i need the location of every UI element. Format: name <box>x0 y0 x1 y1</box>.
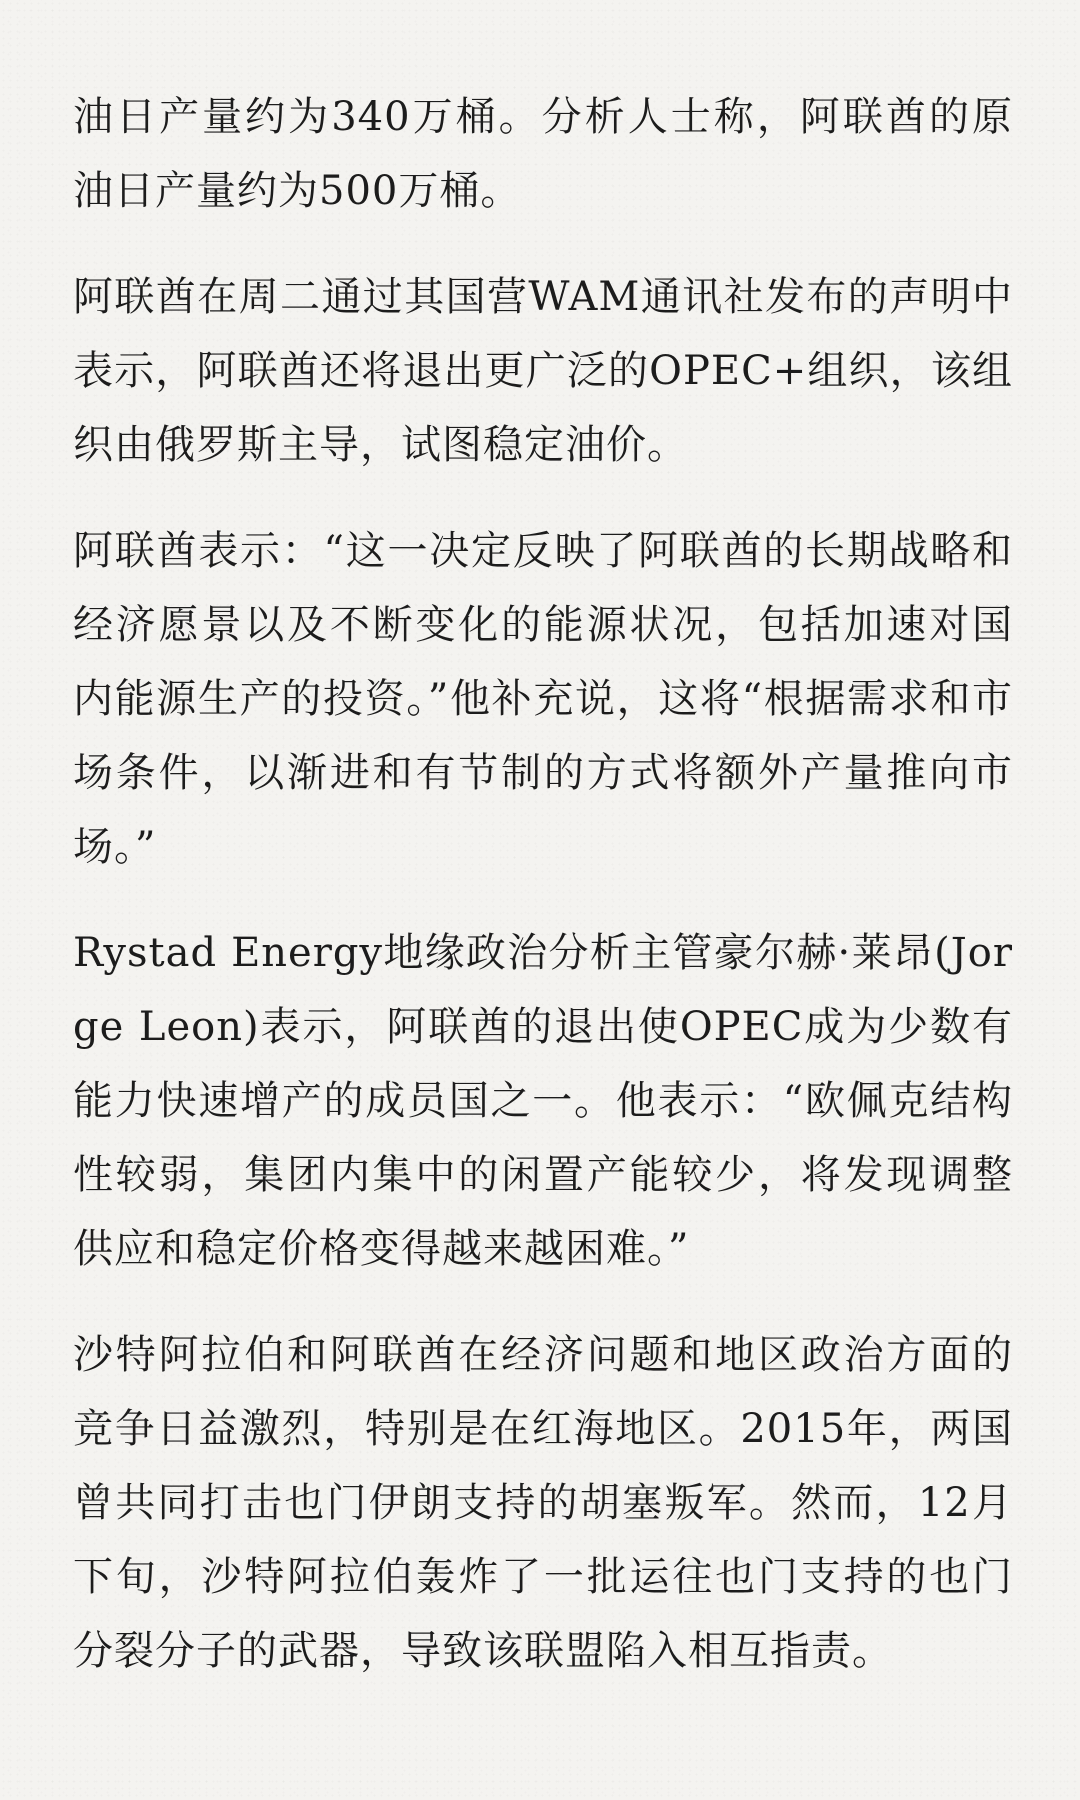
paragraph-saudi-rivalry: 沙特阿拉伯和阿联酋在经济问题和地区政治方面的竞争日益激烈，特别是在红海地区。2015年，两国曾共同打击也门伊朗支持的胡塞叛军。然而，12月下旬，沙特阿拉伯轰炸了一批运往也门支持的也门分裂分子的武器，导致该联盟陷入相互指责。 <box>73 1332 1013 1674</box>
article-body <box>73 80 1013 1720</box>
paragraph-uae-statement: 阿联酋表示：“这一决定反映了阿联酋的长期战略和经济愿景以及不断变化的能源状况，包括加速对国内能源生产的投资。”他补充说，这将“根据需求和市场条件，以渐进和有节制的方式将额外产量推向市场。” <box>73 528 1013 870</box>
paragraph-analyst-quote: Rystad Energy地缘政治分析主管豪尔赫·莱昂(Jorge Leon)表示，阿联酋的退出使OPEC成为少数有能力快速增产的成员国之一。他表示：“欧佩克结构性较弱，集团内集中的闲置产能较少，将发现调整供应和稳定价格变得越来越困难。” <box>73 930 1013 1272</box>
paragraph-opec-plus-exit: 阿联酋在周二通过其国营WAM通讯社发布的声明中表示，阿联酋还将退出更广泛的OPEC+组织，该组织由俄罗斯主导，试图稳定油价。 <box>73 274 1013 468</box>
paragraph-production: 油日产量约为340万桶。分析人士称，阿联酋的原油日产量约为500万桶。 <box>73 94 1013 214</box>
